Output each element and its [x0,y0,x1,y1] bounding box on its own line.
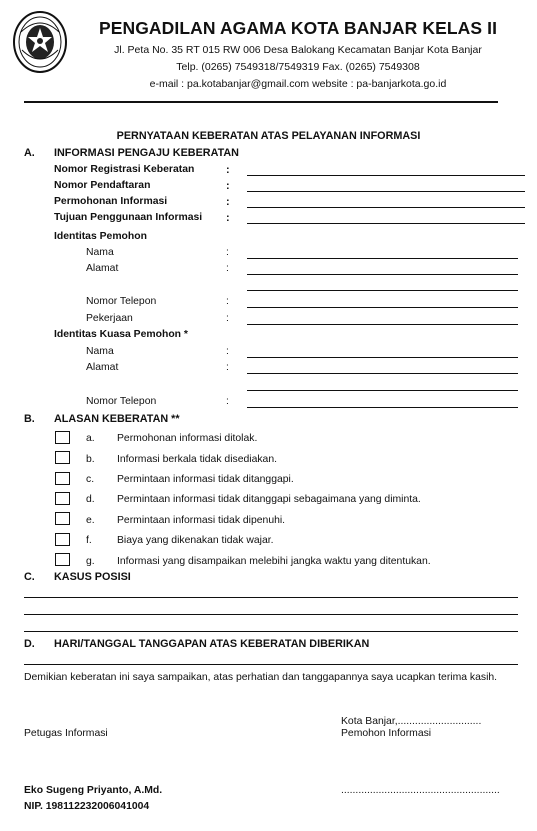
pemohon-nama-label: Nama [86,247,114,258]
field-colon: : [226,247,229,258]
officer-name: Eko Sugeng Priyanto, A.Md. [24,785,163,796]
section-b-title: ALASAN KEBERATAN ** [54,413,180,425]
field-colon: : [226,180,230,192]
pemohon-nama-line[interactable] [247,258,518,259]
option-b-checkbox[interactable] [55,451,70,464]
pemohon-telepon-label: Nomor Telepon [86,296,157,307]
kuasa-alamat-line-1[interactable] [247,373,518,374]
court-address: Jl. Peta No. 35 RT 015 RW 006 Desa Balokang Kecamatan Banjar Kota Banjar [114,44,482,56]
tujuan-penggunaan-line[interactable] [247,223,525,224]
section-a-letter: A. [24,147,35,159]
court-name-title: PENGADILAN AGAMA KOTA BANJAR KELAS II [98,18,498,38]
field-colon: : [226,346,229,357]
court-seal-logo [12,10,68,74]
option-e-checkbox[interactable] [55,512,70,525]
option-b-text: Informasi berkala tidak disediakan. [117,454,277,465]
place-date: Kota Banjar,............................. [341,716,482,727]
kuasa-alamat-label: Alamat [86,362,119,373]
officer-nip: NIP. 198112232006041004 [24,801,150,812]
option-f-letter: f. [86,535,92,546]
field-colon: : [226,196,230,208]
option-d-checkbox[interactable] [55,492,70,505]
permohonan-informasi-line[interactable] [247,207,525,208]
field-colon: : [226,362,229,373]
field-label-permohonan-informasi: Permohonan Informasi [54,196,168,207]
closing-statement: Demikian keberatan ini saya sampaikan, atas perhatian dan tanggapannya saya ucapkan terima kasih. [24,672,498,683]
kuasa-telepon-line[interactable] [247,407,518,408]
section-c-title: KASUS POSISI [54,571,131,583]
section-d-letter: D. [24,638,35,650]
field-colon: : [226,313,229,324]
kuasa-nama-line[interactable] [247,357,518,358]
field-colon: : [226,396,229,407]
field-colon: : [226,164,230,176]
option-c-letter: c. [86,474,95,485]
section-c-letter: C. [24,571,35,583]
section-d-title: HARI/TANGGAL TANGGAPAN ATAS KEBERATAN DIBERIKAN [54,638,370,650]
header-divider [24,101,498,103]
pemohon-alamat-line-2[interactable] [247,290,518,291]
option-e-text: Permintaan informasi tidak dipenuhi. [117,515,286,526]
pemohon-telepon-line[interactable] [247,307,518,308]
option-c-text: Permintaan informasi tidak ditanggapi. [117,474,294,485]
option-e-letter: e. [86,515,95,526]
applicant-signature-line[interactable]: ....................................................... [341,785,500,796]
option-a-letter: a. [86,433,95,444]
nomor-pendaftaran-line[interactable] [247,191,525,192]
officer-role: Petugas Informasi [24,728,108,739]
field-label-tujuan-penggunaan: Tujuan Penggunaan Informasi [54,212,203,223]
field-label-nomor-pendaftaran: Nomor Pendaftaran [54,180,151,191]
option-b-letter: b. [86,454,95,465]
option-g-checkbox[interactable] [55,553,70,566]
pemohon-alamat-label: Alamat [86,263,119,274]
option-d-letter: d. [86,494,95,505]
section-a-title: INFORMASI PENGAJU KEBERATAN [54,147,239,159]
field-colon: : [226,296,229,307]
option-f-checkbox[interactable] [55,533,70,546]
kasus-posisi-line-3[interactable] [24,631,518,632]
field-colon: : [226,263,229,274]
tanggapan-line[interactable] [24,664,518,665]
kuasa-telepon-label: Nomor Telepon [86,396,157,407]
section-b-letter: B. [24,413,35,425]
pemohon-alamat-line-1[interactable] [247,274,518,275]
option-f-text: Biaya yang dikenakan tidak wajar. [117,535,274,546]
option-a-text: Permohonan informasi ditolak. [117,433,258,444]
option-a-checkbox[interactable] [55,431,70,444]
identitas-pemohon-title: Identitas Pemohon [54,231,147,242]
document-title: PERNYATAAN KEBERATAN ATAS PELAYANAN INFORMASI [116,130,421,142]
option-d-text: Permintaan informasi tidak ditanggapi sebagaimana yang diminta. [117,494,421,505]
kasus-posisi-line-1[interactable] [24,597,518,598]
pemohon-pekerjaan-label: Pekerjaan [86,313,133,324]
option-g-letter: g. [86,556,95,567]
pemohon-pekerjaan-line[interactable] [247,324,518,325]
field-colon: : [226,212,230,224]
nomor-registrasi-line[interactable] [247,175,525,176]
court-phone: Telp. (0265) 7549318/7549319 Fax. (0265) 7549308 [176,61,420,73]
kuasa-nama-label: Nama [86,346,114,357]
identitas-kuasa-title: Identitas Kuasa Pemohon * [54,329,188,340]
kuasa-alamat-line-2[interactable] [247,390,518,391]
option-g-text: Informasi yang disampaikan melebihi jangka waktu yang ditentukan. [117,556,431,567]
applicant-role: Pemohon Informasi [341,728,432,739]
option-c-checkbox[interactable] [55,472,70,485]
kasus-posisi-line-2[interactable] [24,614,518,615]
field-label-nomor-registrasi: Nomor Registrasi Keberatan [54,164,195,175]
court-contact: e-mail : pa.kotabanjar@gmail.com website : pa-banjarkota.go.id [149,78,447,90]
